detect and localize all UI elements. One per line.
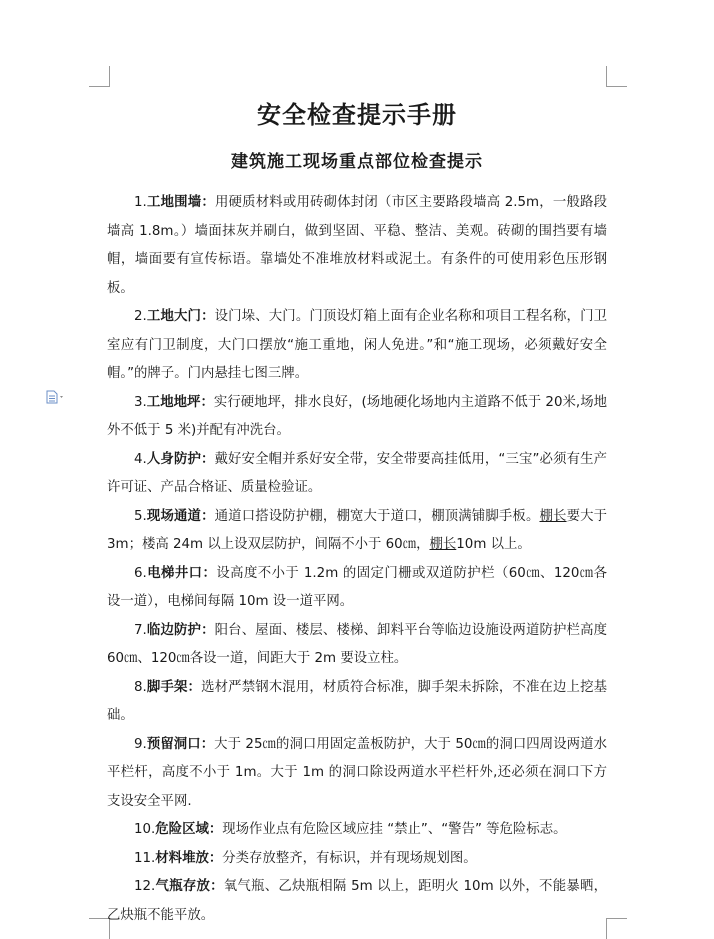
item-text: 实行硬地坪，排水良好，(场地硬化场地内主道路不低于 20米,场地外不低于 5 米)并配有冲洗台。 <box>107 394 608 438</box>
item-number: 9. <box>134 736 147 752</box>
document-body <box>107 189 607 930</box>
item-colon: ： <box>201 195 215 210</box>
item-heading: 材料堆放 <box>155 850 209 866</box>
item-colon: ： <box>200 451 215 467</box>
paragraph-item-6 <box>107 560 607 617</box>
margin-corner-bottom-right <box>606 918 627 939</box>
item-text-part-2: 要大于 3m；楼高 24m 以上设双层防护，间隔不小于 60㎝， <box>107 508 608 552</box>
item-colon: ： <box>201 622 215 638</box>
item-colon: ： <box>210 879 224 894</box>
page-subtitle: 建筑施工现场重点部位检查提示 <box>231 152 483 172</box>
document-icon[interactable] <box>46 389 66 403</box>
item-text-part-1: 通道口搭设防护棚，棚宽大于道口，棚顶满铺脚手板。 <box>214 508 540 524</box>
item-heading: 工地围墙 <box>146 195 202 210</box>
page-title: 安全检查提示手册 <box>257 100 457 129</box>
item-text: 设门垛、大门。门顶设灯箱上面有企业名称和项目工程名称，门卫室应有门卫制度，大门口摆放“施工重地，闲人免进。”和“施工现场，必须戴好安全帽。”的牌子。门内悬挂七图三牌。 <box>107 309 608 381</box>
paragraph-item-4 <box>107 446 607 503</box>
paragraph-item-12 <box>107 873 607 930</box>
paragraph-item-7 <box>107 617 607 674</box>
item-text: 戴好安全帽并系好安全带，安全带要高挂低用，“三宝”必须有生产许可证、产品合格证、质量检验证。 <box>107 451 608 495</box>
item-heading: 气瓶存放 <box>155 879 211 894</box>
item-heading: 工地地坪 <box>146 394 201 410</box>
paragraph-item-8 <box>107 674 607 731</box>
paragraph-item-2 <box>107 303 607 389</box>
item-number: 3. <box>134 394 147 410</box>
item-text: 阳台、屋面、楼层、楼梯、卸料平台等临边设施设两道防护栏高度 60㎝、120㎝各设一道，间距大于 2m 要设立柱。 <box>107 622 608 666</box>
item-colon: ： <box>202 565 217 581</box>
item-colon: ： <box>201 309 215 324</box>
item-colon: ： <box>208 850 223 866</box>
item-number: 2. <box>134 309 147 324</box>
item-heading: 危险区域 <box>155 822 209 837</box>
item-text: 氧气瓶、乙炔瓶相隔 5m 以上，距明火 10m 以外，不能暴晒，乙炔瓶不能平放。 <box>107 879 608 923</box>
item-text: 现场作业点有危险区域应挂 “禁止”、“警告” 等危险标志。 <box>222 822 567 837</box>
item-heading: 脚手架 <box>146 679 188 695</box>
item-text: 选材严禁钢木混用，材质符合标准，脚手架未拆除，不准在边上挖基础。 <box>107 679 608 723</box>
item-number: 10. <box>134 822 156 837</box>
paragraph-item-9 <box>107 731 607 817</box>
item-colon: ： <box>187 679 202 695</box>
item-heading: 临边防护 <box>146 622 202 638</box>
item-number: 7. <box>134 622 147 638</box>
item-colon: ： <box>208 822 223 837</box>
margin-corner-top-right <box>606 66 627 87</box>
item-text: 设高度不小于 1.2m 的固定门栅或双道防护栏（60㎝、120㎝各设一道），电梯间每隔 10m 设一道平网。 <box>107 565 608 609</box>
paragraph-item-1 <box>107 189 607 303</box>
item-number: 5. <box>134 508 147 524</box>
paragraph-item-10 <box>107 816 607 845</box>
item-colon: ： <box>201 508 215 524</box>
item-number: 11. <box>134 850 156 866</box>
item-number: 8. <box>134 679 147 695</box>
item-text: 用硬质材料或用砖砌体封闭（市区主要路段墙高 2.5m，一般路段墙高 1.8m。）墙面抹灰并刷白，做到坚固、平稳、整洁、美观。砖砌的围挡要有墙帽，墙面要有宣传标语。靠墙处不准堆放材料或泥土。有条件的可使用彩色压形钢板。 <box>107 195 608 296</box>
item-heading: 现场通道 <box>146 508 202 524</box>
paragraph-item-3 <box>107 389 607 446</box>
underlined-term: 棚长 <box>429 537 457 552</box>
margin-corner-top-left <box>89 66 110 87</box>
item-number: 6. <box>134 565 147 581</box>
paragraph-item-5 <box>107 503 607 560</box>
item-colon: ： <box>200 736 215 752</box>
item-heading: 电梯井口 <box>146 565 203 581</box>
item-text-part-3: 10m 以上。 <box>456 537 531 552</box>
item-heading: 人身防护 <box>146 451 201 467</box>
item-number: 12. <box>134 879 156 894</box>
underlined-term: 棚长 <box>539 508 567 524</box>
item-text: 分类存放整齐，有标识，并有现场规划图。 <box>222 850 477 866</box>
item-number: 4. <box>134 451 147 467</box>
item-number: 1. <box>134 195 147 210</box>
paragraph-item-11 <box>107 845 607 874</box>
item-colon: ： <box>200 394 214 410</box>
item-heading: 工地大门 <box>146 309 202 324</box>
item-text: 大于 25㎝的洞口用固定盖板防护，大于 50㎝的洞口四周设两道水平栏杆，高度不小于 1m。大于 1m 的洞口除设两道水平栏杆外,还必须在洞口下方支设安全平网. <box>107 736 608 809</box>
item-heading: 预留洞口 <box>146 736 201 752</box>
